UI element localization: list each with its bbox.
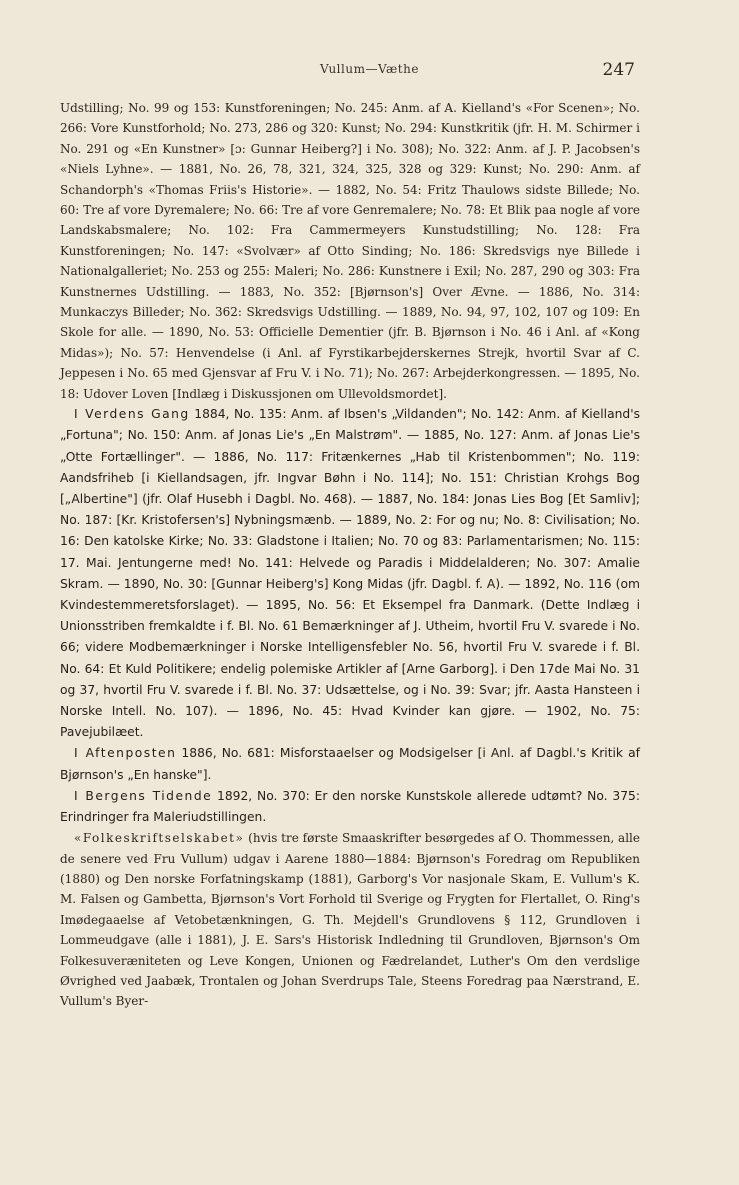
paragraph-text: 1886, No. 681: Misforstaaelser og Modsigelser [i Anl. af Dagbl.'s Kritik af Bjørnson's „En hanske"]. (60, 746, 640, 782)
paragraph-bergens-tidende (60, 786, 640, 828)
paragraph-folkeskriftselskabet (60, 828, 640, 1012)
page-number: 247 (602, 60, 635, 80)
running-head: Vullum—Væthe (320, 62, 419, 76)
paragraph-lead: I Verdens Gang (74, 407, 190, 422)
paragraph-lead: «Folkeskriftselskabet» (74, 831, 245, 846)
paragraph-dagbladet-continued (60, 98, 640, 404)
paragraph-lead: I Aftenposten (74, 746, 177, 761)
paragraph-text: 1892, No. 370: Er den norske Kunstskole allerede udtømt? No. 375: Erindringer fra Maleriudstillingen. (60, 788, 640, 824)
paragraph-verdens-gang (60, 404, 640, 743)
paragraph-lead: I Bergens Tidende (74, 788, 213, 803)
body-text (60, 98, 640, 1012)
paragraph-text: Udstilling; No. 99 og 153: Kunstforeningen; No. 245: Anm. af A. Kielland's «For Scenen»; No. 266: Vore Kunstforhold; No. 273, 286 og 320: Kunst; No. 294: Kunstkritik (jfr. H. M. Schirmer i No. 291 og «En Kunstner» [ɔ: Gunnar Heiberg?] i No. 308); No. 322: Anm. af J. P. Jacobsen's «Niels Lyhne». — 1881, No. 26, 78, 321, 324, 325, 328 og 329: Kunst; No. 290: Anm. af Schandorph's «Thomas Friis's Historie». — 1882, No. 54: Fritz Thaulows sidste Billede; No. 60: Tre af vore Dyremalere; No. 66: Tre af vore Genremalere; No. 78: Et Blik paa nogle af vore Landskabsmalere; No. 102: Fra Cammermeyers Kunstudstilling; No. 128: Fra Kunstforeningen; No. 147: «Svolvær» af Otto Sinding; No. 186: Skredsvigs nye Billede i Nationalgalleriet; No. 253 og 255: Maleri; No. 286: Kunstnere i Exil; No. 287, 290 og 303: Fra Kunstnernes Udstilling. — 1883, No. 352: [Bjørnson's] Over Ævne. — 1886, No. 314: Munkaczys Billeder; No. 362: Skredsvigs Udstilling. — 1889, No. 94, 97, 102, 107 og 109: En Skole for alle. — 1890, No. 53: Officielle Dementier (jfr. B. Bjørnson i No. 46 i Anl. af «Kong Midas»); No. 57: Henvendelse (i Anl. af Fyrstikarbejderskernes Strejk, hvortil Svar af C. Jeppesen i No. 65 med Gjensvar af Fru V. i No. 71); No. 267: Arbejderkongressen. — 1895, No. 18: Udover Loven [Indlæg i Diskussjonen om Ullevoldsmordet]. (60, 101, 640, 401)
paragraph-text: (hvis tre første Smaaskrifter besørgedes af O. Thommessen, alle de senere ved Fru Vullum) udgav i Aarene 1880—1884: Bjørnson's Foredrag om Republiken (1880) og Den norske Forfatningskamp (1881), Garborg's Vor nasjonale Skam, E. Vullum's K. M. Falsen og Gambetta, Bjørnson's Vort Forhold til Sverige og Frygten for Flertallet, O. Ring's Imødegaaelse af Vetobetænkningen, G. Th. Mejdell's Grundlovens § 112, Grundloven i Lommeudgave (alle i 1881), J. E. Sars's Historisk Indledning til Grundloven, Bjørnson's Om Folkesuveræniteten og Leve Kongen, Unionen og Fædrelandet, Luther's Om den verdslige Øvrighed ved Jaabæk, Trontalen og Johan Sverdrups Tale, Steens Foredrag paa Nærstrand, E. Vullum's Byer- (60, 831, 640, 1009)
paragraph-text: 1884, No. 135: Anm. af Ibsen's „Vildanden"; No. 142: Anm. af Kielland's „Fortuna"; No. 150: Anm. af Jonas Lie's „En Malstrøm". — 1885, No. 127: Anm. af Jonas Lie's „Otte Fortællinger". — 1886, No. 117: Fritænkernes „Hab til Kristenbommen"; No. 119: Aandsfriheb [i Kiellandsagen, jfr. Ingvar Bøhn i No. 114]; No. 151: Christian Krohgs Bog [„Albertine"] (jfr. Olaf Husebh i Dagbl. No. 468). — 1887, No. 184: Jonas Lies Bog [Et Samliv]; No. 187: [Kr. Kristofersen's] Nybningsmænb. — 1889, No. 2: For og nu; No. 8: Civilisation; No. 16: Den katolske Kirke; No. 33: Gladstone i Italien; No. 70 og 83: Parlamentarismen; No. 115: 17. Mai. Jentungerne med! No. 141: Helvede og Paradis i Middelalderen; No. 307: Amalie Skram. — 1890, No. 30: [Gunnar Heiberg's] Kong Midas (jfr. Dagbl. f. A). — 1892, No. 116 (om Kvindestemmeretsforslaget). — 1895, No. 56: Et Eksempel fra Danmark. (Dette Indlæg i Unionsstriben fremkaldte i f. Bl. No. 61 Bemærkninger af J. Utheim, hvortil Fru V. svarede i No. 66; videre Modbemærkninger i Norske Intelligensfebler No. 56, hvortil Fru V. svarede i f. Bl. No. 64: Et Kuld Politikere; endelig polemiske Artikler af [Arne Garborg]. i Den 17de Mai No. 31 og 37, hvortil Fru V. svarede i f. Bl. No. 37: Udsættelse, og i No. 39: Svar; jfr. Aasta Hansteen i Norske Intell. No. 107). — 1896, No. 45: Hvad Kvinder kan gjøre. — 1902, No. 75: Pavejubilæet. (60, 407, 640, 740)
paragraph-aftenposten (60, 743, 640, 785)
